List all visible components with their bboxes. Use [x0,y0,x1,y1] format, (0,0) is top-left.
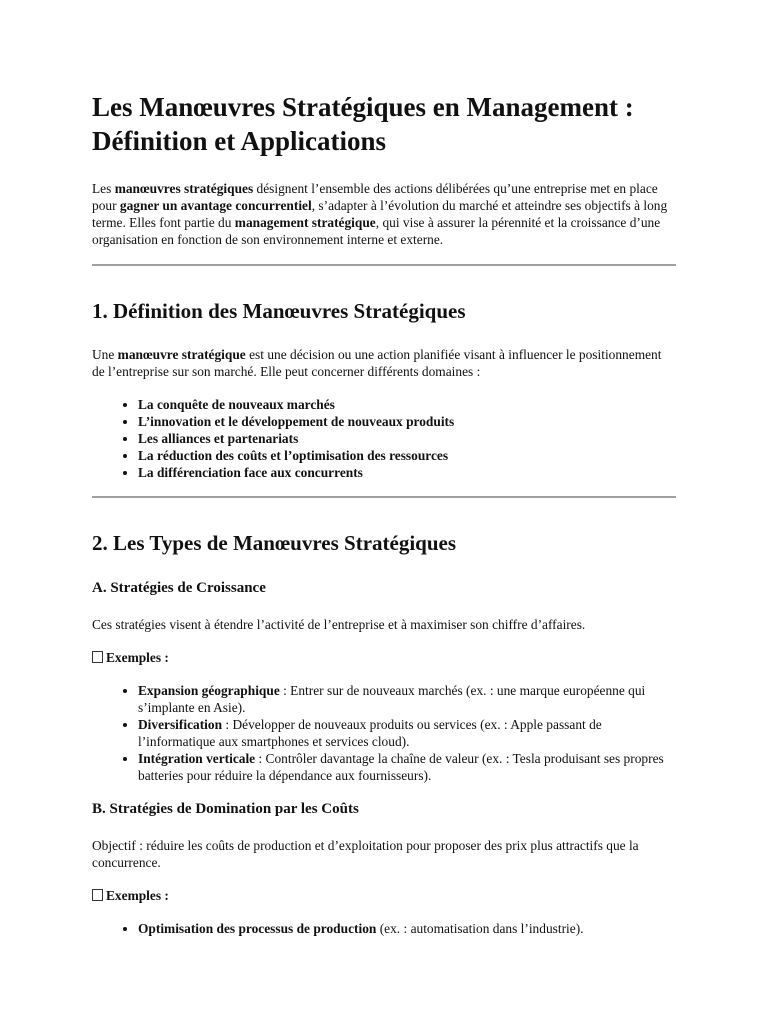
document-title: Les Manœuvres Stratégiques en Management : Définition et Applications [92,92,634,156]
list-item: • La conquête de nouveaux marchés [138,396,676,413]
intro-paragraph [92,180,676,248]
section-heading: 1. Définition des Manœuvres Stratégiques [92,299,466,323]
intro-bold-2: gagner un avantage concurrentiel [119,198,312,213]
example-text: : Entrer sur de nouveaux marchés (ex. : une marque européenne qui s’implante en Asie). [138,683,646,715]
section1-text-1: Une [92,347,118,362]
section1-paragraph [92,346,676,380]
intro-text-1: Les [92,181,115,196]
intro-text-4: , qui vise à assurer la pérennité et la croissance d’une organisation en fonction de son environnement interne et externe. [92,215,661,247]
subsection-heading: A. Stratégies de Croissance [92,580,266,596]
subsection-description: Objectif : réduire les coûts de production et d’exploitation pour proposer des prix plus attractifs que la concurrence. [92,838,639,870]
examples-label-text: Exemples : [106,650,169,665]
subsection-heading: B. Stratégies de Domination par les Coûts [92,801,359,817]
example-text: (ex. : automatisation dans l’industrie). [376,921,584,936]
examples-label [92,649,676,666]
growth-examples-list [92,682,676,784]
missing-glyph-icon [92,889,103,901]
intro-text-2: désignent l’ensemble des actions délibérées qu’une entreprise met en place pour [92,181,658,213]
missing-glyph-icon [92,651,103,663]
list-item [138,750,676,784]
list-item: • La différenciation face aux concurrents [138,464,676,481]
list-item: • La réduction des coûts et l’optimisation des ressources [138,447,676,464]
section1-text-2: est une décision ou une action planifiée visant à influencer le positionnement de l’entreprise sur son marché. Elle peut concerner différents domaines : [92,347,662,379]
list-item [138,716,676,750]
intro-text-3: , s’adapter à l’évolution du marché et atteindre ses objectifs à long terme. Elles font partie du [92,198,668,230]
example-text: : Développer de nouveaux produits ou services (ex. : Apple passant de l’informatique aux smartphones et services cloud). [138,717,602,749]
examples-label-text: Exemples : [106,888,169,903]
intro-bold-1: manœuvres stratégiques [114,181,254,196]
section-divider [92,264,676,266]
example-term: Expansion géographique [138,683,280,698]
example-term: Optimisation des processus de production [138,921,377,936]
section-heading: 2. Les Types de Manœuvres Stratégiques [92,531,457,555]
section1-bold-1: manœuvre stratégique [117,347,246,362]
examples-label [92,887,676,904]
example-text: : Contrôler davantage la chaîne de valeur (ex. : Tesla produisant ses propres batteries pour réduire la dépendance aux fournisseurs). [138,751,664,783]
example-term: Diversification [138,717,223,732]
list-item [138,920,676,937]
subsection-description: Ces stratégies visent à étendre l’activité de l’entreprise et à maximiser son chiffre d’affaires. [92,617,586,632]
cost-examples-list [92,920,676,937]
list-item [138,682,676,716]
section-divider [92,496,676,498]
intro-bold-3: management stratégique [234,215,376,230]
list-item: • L’innovation et le développement de nouveaux produits [138,413,676,430]
domains-list [92,396,676,481]
list-item: • Les alliances et partenariats [138,430,676,447]
example-term: Intégration verticale [138,751,256,766]
